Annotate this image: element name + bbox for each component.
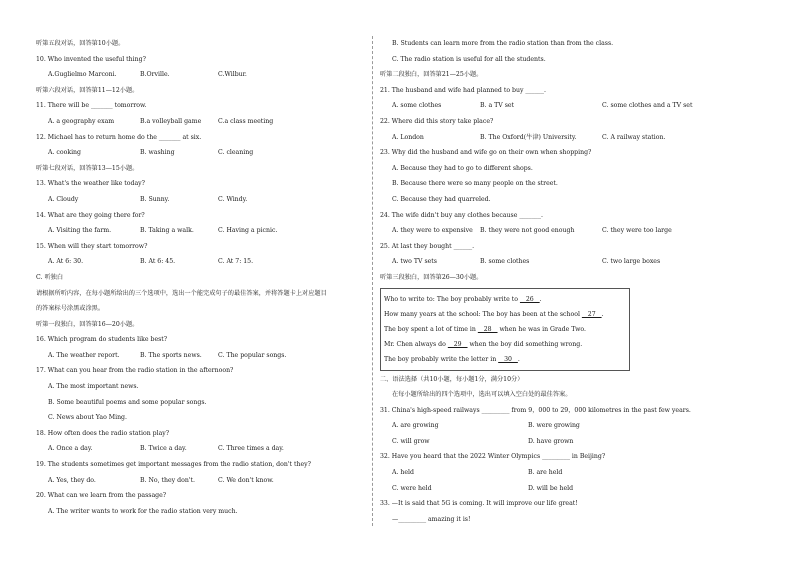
option-text: B. The Oxford(牛津) University. <box>480 133 577 141</box>
text-line: C. The radio station is useful for all the students. <box>392 55 546 63</box>
box-text: How many years at the school: The boy has been at the school <box>384 310 582 318</box>
box-line <box>384 352 626 367</box>
options-row <box>36 67 366 83</box>
option-text: B. No, they don't. <box>140 476 195 484</box>
options-row <box>380 98 760 114</box>
option-text: A. Visiting the farm. <box>48 227 112 235</box>
box-text: The boy probably write the letter in <box>384 355 499 363</box>
note-answer-box <box>380 288 630 371</box>
text-line: 听第二段独白，回答第21—25小题。 <box>380 71 483 79</box>
text-line: 听第一段独白，回答第16—20小题。 <box>36 320 139 328</box>
option-text: C. A railway station. <box>602 133 666 141</box>
options-row <box>36 223 366 239</box>
text-line: 听第七段对话，回答第13—15小题。 <box>36 164 139 172</box>
option-text: A. The weather report. <box>48 351 120 359</box>
option-text: C. We don't know. <box>218 476 274 484</box>
options-row <box>36 348 366 364</box>
box-text: . <box>517 355 520 363</box>
text-line: B. Students can learn more from the radio station than from the class. <box>392 40 614 47</box>
option-text: B. are held <box>528 469 563 477</box>
option-text: A. At 6: 30. <box>48 258 84 266</box>
text-line: 20. What can we learn from the passage? <box>36 492 167 500</box>
options-row <box>380 254 760 270</box>
text-line: 听第三段独白，回答第26—30小题。 <box>380 273 483 281</box>
option-text: B. they were not good enough <box>480 227 575 235</box>
text-line: 请根据所听内容，在每小题所给出的三个选项中，选出一个能完成句子的最佳答案，并将答题卡上对应题目 <box>36 289 327 297</box>
option-text: D. will be held <box>528 484 574 492</box>
option-text: A. two TV sets <box>392 258 437 266</box>
option-text: A. Cloudy <box>48 195 79 203</box>
options-row <box>380 223 760 239</box>
option-text: B. Sunny. <box>140 195 170 203</box>
answer-blank: 27 <box>581 310 602 318</box>
right-column <box>380 36 760 527</box>
text-line: 22. Where did this story take place? <box>380 117 494 125</box>
box-text: The boy spent a lot of time in <box>384 325 478 333</box>
options-row <box>36 192 366 208</box>
option-text: A. they were to expensive <box>392 227 473 235</box>
options-row <box>380 418 760 434</box>
text-line: 12. Michael has to return home do the _______ at six. <box>36 133 202 141</box>
box-text: Who to write to: The boy probably write to <box>384 295 520 303</box>
text-line: 17. What can you hear from the radio station in the afternoon? <box>36 367 234 375</box>
text-line: 18. How often does the radio station play? <box>36 429 170 437</box>
text-line: 11. There will be _______ tomorrow. <box>36 102 147 110</box>
text-line: 24. The wife didn't buy any clothes because _______. <box>380 211 543 219</box>
option-text: C.a class meeting <box>218 117 274 125</box>
answer-blank: 29 <box>447 340 468 348</box>
text-line: 13. What's the weather like today? <box>36 180 145 188</box>
box-text: when he was in Grade Two. <box>497 325 587 333</box>
option-text: B. a TV set <box>480 102 515 110</box>
answer-blank: 28 <box>477 325 498 333</box>
text-line: 16. Which program do students like best? <box>36 336 168 344</box>
text-line: 听第五段对话，回答第10小题。 <box>36 40 125 47</box>
text-line: 25. At last they bought ______. <box>380 242 475 250</box>
text-line: C. News about Yao Ming. <box>48 414 127 422</box>
options-row <box>36 254 366 270</box>
option-text: A. a geography exam <box>48 117 115 125</box>
text-line: A. Because they had to go to different shops. <box>392 164 533 172</box>
option-text: D. have grown <box>528 437 574 445</box>
text-line: 的答案标号涂黑或涂黑。 <box>36 305 105 313</box>
text-line: 15. When will they start tomorrow? <box>36 242 148 250</box>
option-text: B. The sports news. <box>140 351 202 359</box>
option-text: C. At 7: 15. <box>218 258 254 266</box>
option-text: A. held <box>392 469 414 477</box>
text-line: 二、语法选择（共10小题，每小题1分，满分10分） <box>380 375 524 383</box>
text-line: 32. Have you heard that the 2022 Winter Olympics _________ in Beijing? <box>380 453 606 461</box>
box-line <box>384 292 626 307</box>
box-text: . <box>601 310 604 318</box>
options-row <box>380 130 760 146</box>
box-line <box>384 322 626 337</box>
options-row <box>36 145 366 161</box>
option-text: C. two large boxes <box>602 258 661 266</box>
options-row <box>380 465 760 481</box>
text-line: 19. The students sometimes get important messages from the radio station, don't they? <box>36 461 311 469</box>
option-text: C. they were too large <box>602 227 672 235</box>
option-text: C. will grow <box>392 437 430 445</box>
option-text: B. washing <box>140 149 175 157</box>
option-text: A. London <box>392 133 424 141</box>
option-text: A. Once a day. <box>48 445 93 453</box>
option-text: C. Three times a day. <box>218 445 284 453</box>
text-line: A. The most important news. <box>48 383 139 391</box>
left-column <box>36 36 366 519</box>
text-line: C. 听独白 <box>36 273 64 281</box>
text-line: —_________ amazing it is! <box>392 515 471 523</box>
box-text: . <box>539 295 542 303</box>
answer-blank: 30 <box>498 355 518 363</box>
text-line: B. Because there were so many people on the street. <box>392 180 558 188</box>
option-text: B. Taking a walk. <box>140 227 194 235</box>
option-text: C.Wilbur. <box>218 71 247 79</box>
option-text: C. Having a picnic. <box>218 227 278 235</box>
option-text: A.Guglielmo Marconi. <box>48 71 117 79</box>
box-text: when the boy did something wrong. <box>467 340 583 348</box>
option-text: A. are growing <box>392 422 439 430</box>
right-bottom-section <box>380 372 760 528</box>
options-row <box>36 114 366 130</box>
text-line: A. The writer wants to work for the radio station very much. <box>48 507 238 515</box>
text-line: B. Some beautiful poems and some popular songs. <box>48 398 207 406</box>
option-text: B.a volleyball game <box>140 117 202 125</box>
options-row <box>380 481 760 497</box>
box-text: Mr. Chen always do <box>384 340 448 348</box>
text-line: 14. What are they going there for? <box>36 211 145 219</box>
box-line <box>384 337 626 352</box>
right-top-section <box>380 36 760 286</box>
option-text: C. were held <box>392 484 432 492</box>
option-text: A. cooking <box>48 149 81 157</box>
option-text: C. some clothes and a TV set <box>602 102 693 110</box>
options-row <box>36 441 366 457</box>
text-line: 33. —It is said that 5G is coming. It will improve our life great! <box>380 500 578 508</box>
answer-blank: 26 <box>519 295 540 303</box>
option-text: C. Windy. <box>218 195 248 203</box>
text-line: 31. China's high-speed railways _________ from 9，000 to 29，000 kilometres in the past few years. <box>380 406 691 414</box>
text-line: 23. Why did the husband and wife go on their own when shopping? <box>380 149 592 157</box>
option-text: B. At 6: 45. <box>140 258 176 266</box>
options-row <box>36 473 366 489</box>
text-line: 10. Who invented the useful thing? <box>36 55 146 63</box>
box-line <box>384 307 626 322</box>
option-text: C. cleaning <box>218 149 254 157</box>
option-text: B.Orville. <box>140 71 170 79</box>
option-text: B. were growing <box>528 422 580 430</box>
text-line: 在每小题所给出的四个选项中，选出可以填入空白处的最佳答案。 <box>392 391 572 399</box>
option-text: B. some clothes <box>480 258 530 266</box>
text-line: 听第六段对话，回答第11—12小题。 <box>36 86 139 94</box>
column-divider <box>372 36 373 526</box>
text-line: C. Because they had quarreled. <box>392 195 491 203</box>
option-text: A. some clothes <box>392 102 442 110</box>
option-text: A. Yes, they do. <box>48 476 96 484</box>
options-row <box>380 434 760 450</box>
text-line: 21. The husband and wife had planned to buy ______. <box>380 86 546 94</box>
option-text: B. Twice a day. <box>140 445 187 453</box>
option-text: C. The popular songs. <box>218 351 287 359</box>
